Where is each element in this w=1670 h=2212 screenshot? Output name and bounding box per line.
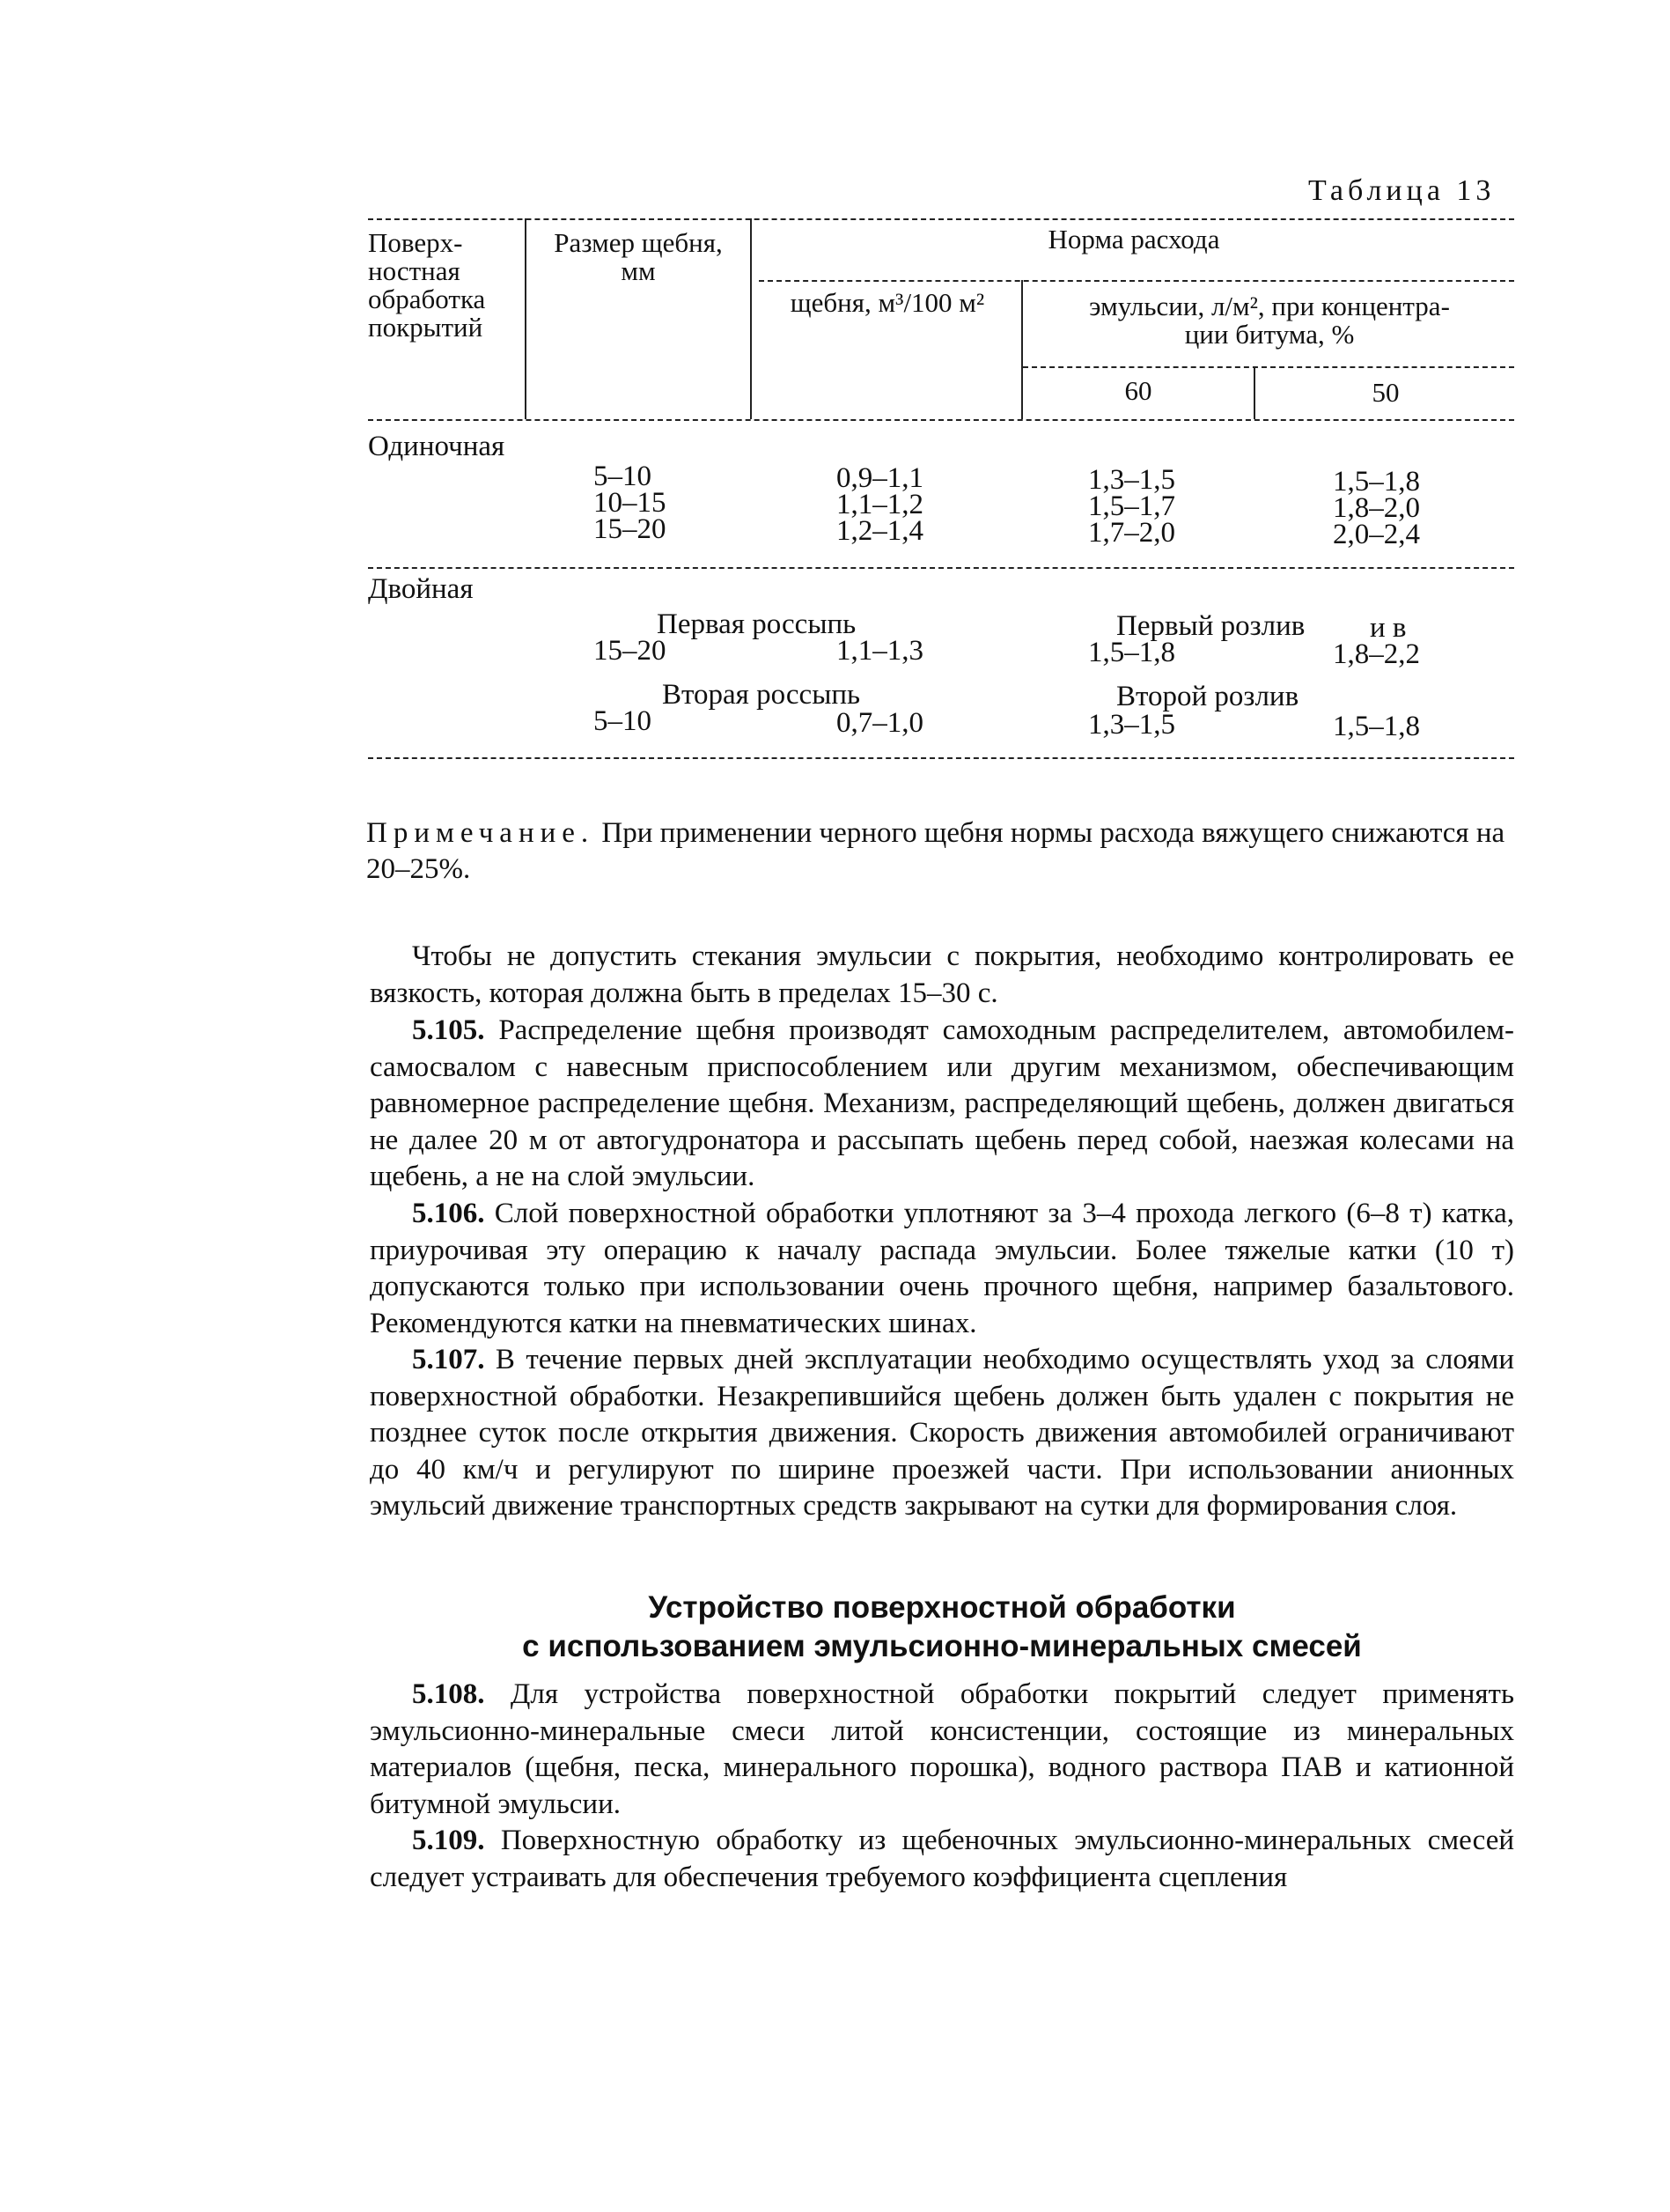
row-label-double: Двойная	[368, 573, 474, 605]
table-vrule-4	[1254, 366, 1255, 419]
double-second-spread: Вторая россыпь	[662, 679, 861, 711]
paragraph-text: В течение первых дней эксплуатации необходимо осуществлять уход за слоями поверхностной обработки. Незакрепившийся щебень должен быть удален с покрытия не позднее суток после открытия движения. Скорость движения автомобилей ограничивают до 40 км/ч и регулируют по ширине проезжей части. При использовании анионных эмульсий движение транспортных средств закрывают на сутки для формирования слоя.	[370, 1344, 1514, 1522]
double-first-gravel: 1,1–1,3	[836, 635, 923, 667]
header-col1-line2: ностная	[368, 255, 460, 286]
header-col1-line3: обработка	[368, 284, 486, 314]
paragraph-5-109	[370, 1823, 1514, 1896]
header-surface-treatment	[368, 229, 485, 342]
paragraph-5-106	[370, 1196, 1514, 1342]
double-first-pour-tail: и в	[1370, 612, 1407, 644]
double-first-spread: Первая россыпь	[657, 608, 857, 640]
header-emulsion-line2: ции битума, %	[1184, 319, 1355, 350]
table-note	[366, 815, 1516, 888]
single-e50-1: 1,5–1,8	[1333, 466, 1420, 498]
paragraph-number: 5.105.	[412, 1014, 485, 1046]
paragraph-number: 5.107.	[412, 1344, 485, 1375]
single-size-1: 5–10	[593, 461, 651, 492]
header-col2-line2: мм	[621, 255, 656, 286]
double-second-e50: 1,5–1,8	[1333, 711, 1420, 742]
paragraph-5-105	[370, 1013, 1514, 1196]
single-e60-2: 1,5–1,7	[1088, 490, 1175, 522]
header-col1-line1: Поверх-	[368, 227, 463, 258]
double-first-pour: Первый розлив	[1116, 610, 1306, 642]
paragraph-number: 5.108.	[412, 1678, 485, 1710]
single-e60-3: 1,7–2,0	[1088, 517, 1175, 549]
note-text: При применении черного щебня нормы расхода вяжущего снижаются на 20–25%.	[366, 817, 1505, 885]
paragraph-text: Слой поверхностной обработки уплотняют за 3–4 прохода легкого (6–8 т) катка, приурочивая эту операцию к началу распада эмульсии. Более тяжелые катки (10 т) допускаются только при использовании очень прочного щебня, например базальтового. Рекомендуются катки на пневматических шинах.	[370, 1198, 1514, 1339]
table-subheader-rule	[759, 280, 1514, 282]
table-vrule-3	[1021, 280, 1023, 419]
paragraph-text: Для устройства поверхностной обработки покрытий следует применять эмульсионно-минеральные смеси литой консистенции, состоящие из минеральных материалов (щебня, песка, минерального порошка), водного раствора ПАВ и катионной битумной эмульсии.	[370, 1678, 1515, 1820]
section-heading	[370, 1589, 1514, 1666]
table-header-bottom-rule	[368, 419, 1514, 421]
paragraph-viscosity: Чтобы не допустить стекания эмульсии с покрытия, необходимо контролировать ее вязкость, которая должна быть в пределах 15–30 с.	[370, 940, 1514, 1009]
header-gravel-rate: щебня, м³/100 м²	[790, 287, 985, 318]
row-label-single: Одиночная	[368, 431, 505, 462]
double-second-size: 5–10	[593, 705, 651, 737]
table-section-rule	[368, 567, 1514, 569]
single-e60-1: 1,3–1,5	[1088, 464, 1175, 496]
paragraph-5-107	[370, 1342, 1514, 1525]
table-bottom-rule	[368, 757, 1514, 759]
header-gravel-size	[528, 229, 748, 285]
paragraph-number: 5.109.	[412, 1825, 485, 1856]
header-col1-line4: покрытий	[368, 312, 483, 343]
single-size-2: 10–15	[593, 487, 666, 519]
single-gravel-1: 0,9–1,1	[836, 462, 923, 494]
double-first-size: 15–20	[593, 635, 666, 667]
section-heading-line2: с использованием эмульсионно-минеральных смесей	[522, 1629, 1362, 1663]
table-vrule-1	[525, 218, 526, 419]
table-top-rule	[368, 218, 1514, 220]
single-size-3: 15–20	[593, 513, 666, 545]
paragraph-number: 5.106.	[412, 1198, 485, 1229]
double-first-e50: 1,8–2,2	[1333, 638, 1420, 670]
note-label: Примечание.	[366, 817, 595, 849]
double-second-e60: 1,3–1,5	[1088, 709, 1175, 741]
double-second-pour: Второй розлив	[1116, 681, 1299, 712]
header-emulsion-line1: эмульсии, л/м², при концентра-	[1089, 291, 1450, 321]
double-second-gravel: 0,7–1,0	[836, 707, 923, 739]
header-concentration-60: 60	[1124, 375, 1152, 406]
single-gravel-3: 1,2–1,4	[836, 515, 923, 547]
single-e50-3: 2,0–2,4	[1333, 519, 1420, 550]
header-emulsion-rate	[1025, 292, 1514, 349]
double-first-e60: 1,5–1,8	[1088, 637, 1175, 668]
table-concentration-rule	[1023, 366, 1514, 368]
header-concentration-50: 50	[1372, 377, 1400, 408]
paragraph-text: Поверхностную обработку из щебеночных эмульсионно-минеральных смесей следует устраивать для обеспечения требуемого коэффициента сцепления	[370, 1825, 1514, 1893]
single-gravel-2: 1,1–1,2	[836, 489, 923, 520]
section-heading-line1: Устройство поверхностной обработки	[648, 1590, 1236, 1625]
single-e50-2: 1,8–2,0	[1333, 492, 1420, 524]
table-vrule-2	[750, 218, 752, 419]
table-caption: Таблица 13	[1308, 174, 1496, 207]
header-consumption-norm: Норма расхода	[1048, 224, 1220, 254]
paragraph-5-108	[370, 1677, 1514, 1823]
header-col2-line1: Размер щебня,	[554, 227, 723, 258]
paragraph-text: Распределение щебня производят самоходным распределителем, автомобилем-самосвалом с навесным приспособлением или другим механизмом, обеспечивающим равномерное распределение щебня. Механизм, распределяющий щебень, должен двигаться не далее 20 м от автогудронатора и рассыпать щебень перед собой, наезжая колесами на щебень, а не на слой эмульсии.	[370, 1014, 1515, 1192]
